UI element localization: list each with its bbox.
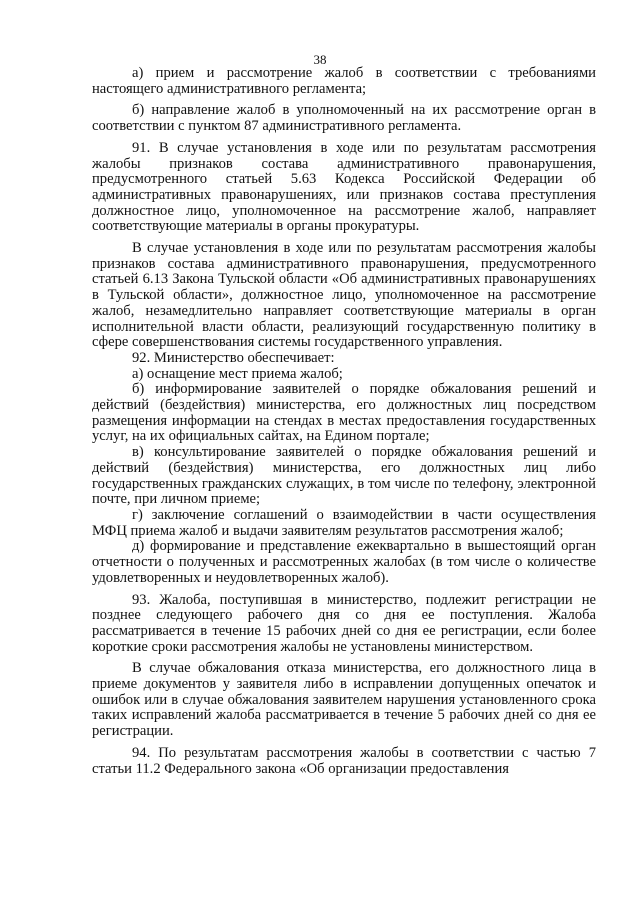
paragraph-94: 94. По результатам рассмотрения жалобы в соответствии с частью 7 статьи 11.2 Федерального закона «Об организации предоставления bbox=[92, 744, 596, 777]
paragraph-92-c: в) консультирование заявителей о порядке обжалования решений и действий (бездействия) министерства, его должностных лиц либо государственных гражданских служащих, в том числе по телефону, электронной почте, при личном приеме; bbox=[92, 444, 596, 508]
paragraph-a-receive-complaints: а) прием и рассмотрение жалоб в соответствии с требованиями настоящего административного регламента; bbox=[92, 65, 596, 97]
paragraph-91: 91. В случае установления в ходе или по результатам рассмотрения жалобы признаков состава административного правонарушения, предусмотренного статьей 5.63 Кодекса Российской Федерации об административных правонарушениях, или признаков состава преступления должностное лицо, уполномоченное на рассмотрение жалоб, направляет соответствующие материалы в органы прокуратуры. bbox=[92, 139, 596, 235]
paragraph-92: 92. Министерство обеспечивает: bbox=[132, 349, 335, 366]
paragraph-92-a: а) оснащение мест приема жалоб; bbox=[132, 365, 343, 382]
paragraph-91-continued: В случае установления в ходе или по результатам рассмотрения жалобы признаков состава административного правонарушения, предусмотренного статьей 6.13 Закона Тульской области «Об административных правонарушениях в Тульской области», должностное лицо, уполномоченное на рассмотрение жалоб, незамедлительно направляет соответствующие материалы в орган исполнительной власти области, реализующий государственную политику в сфере совершенствования системы государственного управления. bbox=[92, 240, 596, 351]
page-number: 38 bbox=[313, 52, 327, 67]
paragraph-93: 93. Жалоба, поступившая в министерство, подлежит регистрации не позднее следующего рабочего дня со дня ее поступления. Жалоба рассматривается в течение 15 рабочих дней со дня ее регистрации, если более короткие сроки рассмотрения жалобы не установлены министерством. bbox=[92, 591, 596, 655]
paragraph-92-e: д) формирование и представление ежеквартально в вышестоящий орган отчетности о полученных и рассмотренных жалобах (в том числе о количестве удовлетворенных и неудовлетворенных жалоб). bbox=[92, 538, 596, 586]
paragraph-b-forward-complaints: б) направление жалоб в уполномоченный на их рассмотрение орган в соответствии с пунктом 87 административного регламента. bbox=[92, 102, 596, 135]
paragraph-92-b: б) информирование заявителей о порядке обжалования решений и действий (бездействия) министерства, его должностных лиц посредством размещения информации на стендах в местах предоставления государственных услуг, на их официальных сайтах, на Едином портале; bbox=[92, 381, 596, 445]
paragraph-93-continued: В случае обжалования отказа министерства, его должностного лица в приеме документов у заявителя либо в исправлении допущенных опечаток и ошибок или в случае обжалования заявителем нарушения установленного срока таких исправлений жалоба рассматривается в течение 5 рабочих дней со дня ее регистрации. bbox=[92, 660, 596, 740]
paragraph-92-d: г) заключение соглашений о взаимодействии в части осуществления МФЦ приема жалоб и выдачи заявителям результатов рассмотрения жалоб; bbox=[92, 506, 596, 539]
document-body bbox=[92, 66, 596, 777]
